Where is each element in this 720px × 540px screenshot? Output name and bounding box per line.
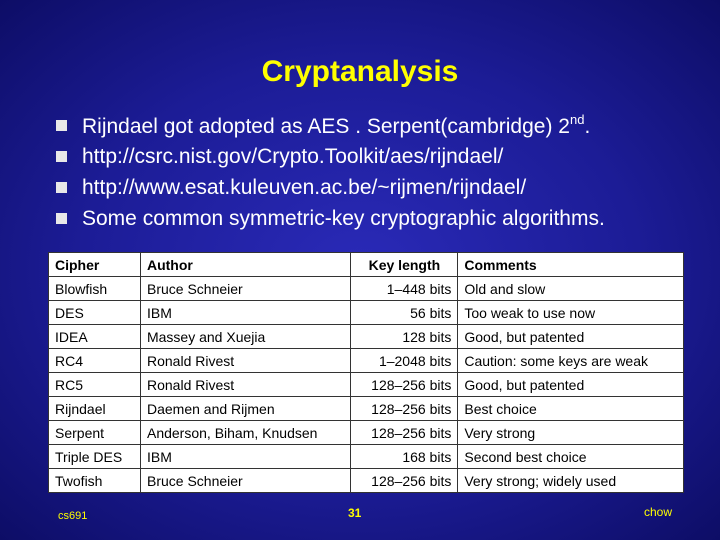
cell-comments: Best choice bbox=[458, 397, 684, 421]
table-header-row bbox=[49, 253, 684, 277]
table-row bbox=[49, 397, 684, 421]
table-row bbox=[49, 325, 684, 349]
bullet-item bbox=[56, 141, 716, 172]
table-row bbox=[49, 421, 684, 445]
table-row bbox=[49, 373, 684, 397]
cell-comments: Good, but patented bbox=[458, 325, 684, 349]
slide-title: Cryptanalysis bbox=[261, 55, 459, 88]
cell-key-length: 128–256 bits bbox=[351, 421, 458, 445]
bullet-item bbox=[56, 172, 716, 203]
bullet-text: Some common symmetric-key cryptographic algorithms. bbox=[82, 206, 605, 230]
cell-comments: Very strong; widely used bbox=[458, 469, 684, 493]
cell-cipher: Blowfish bbox=[49, 277, 141, 301]
footer-page-number: 31 bbox=[348, 506, 362, 520]
bullet-link-text: http://www.esat.kuleuven.ac.be/~rijmen/rijndael/ bbox=[82, 175, 527, 199]
cell-cipher: Serpent bbox=[49, 421, 141, 445]
cell-author: IBM bbox=[140, 445, 350, 469]
footer-author: chow bbox=[644, 505, 673, 519]
cell-key-length: 168 bits bbox=[351, 445, 458, 469]
cell-author: Ronald Rivest bbox=[140, 349, 350, 373]
column-header-cipher: Cipher bbox=[49, 253, 141, 277]
cell-author: Daemen and Rijmen bbox=[140, 397, 350, 421]
cell-cipher: Twofish bbox=[49, 469, 141, 493]
cell-cipher: Rijndael bbox=[49, 397, 141, 421]
square-bullet-icon bbox=[56, 120, 67, 131]
bullet-link-text: http://csrc.nist.gov/Crypto.Toolkit/aes/rijndael/ bbox=[82, 144, 504, 168]
square-bullet-icon bbox=[56, 182, 67, 193]
table-body bbox=[49, 277, 684, 493]
bullet-list bbox=[56, 110, 716, 234]
table-row bbox=[49, 349, 684, 373]
cell-cipher: IDEA bbox=[49, 325, 141, 349]
footer-course: cs691 bbox=[58, 510, 88, 522]
bullet-text: Rijndael got adopted as AES . Serpent(cambridge) 2nd. bbox=[82, 112, 591, 138]
column-header-comments: Comments bbox=[458, 253, 684, 277]
cell-cipher: RC4 bbox=[49, 349, 141, 373]
cipher-table bbox=[48, 252, 684, 493]
cell-comments: Too weak to use now bbox=[458, 301, 684, 325]
cell-key-length: 128–256 bits bbox=[351, 373, 458, 397]
cell-key-length: 128 bits bbox=[351, 325, 458, 349]
cell-cipher: DES bbox=[49, 301, 141, 325]
cell-author: Bruce Schneier bbox=[140, 277, 350, 301]
square-bullet-icon bbox=[56, 213, 67, 224]
cell-author: IBM bbox=[140, 301, 350, 325]
cell-author: Anderson, Biham, Knudsen bbox=[140, 421, 350, 445]
table-row bbox=[49, 469, 684, 493]
cell-comments: Caution: some keys are weak bbox=[458, 349, 684, 373]
cell-author: Massey and Xuejia bbox=[140, 325, 350, 349]
cell-author: Bruce Schneier bbox=[140, 469, 350, 493]
bullet-item bbox=[56, 110, 716, 141]
cell-comments: Old and slow bbox=[458, 277, 684, 301]
cell-key-length: 128–256 bits bbox=[351, 469, 458, 493]
cell-key-length: 1–448 bits bbox=[351, 277, 458, 301]
table-row bbox=[49, 445, 684, 469]
cell-key-length: 1–2048 bits bbox=[351, 349, 458, 373]
cell-cipher: Triple DES bbox=[49, 445, 141, 469]
cell-comments: Second best choice bbox=[458, 445, 684, 469]
bullet-item bbox=[56, 203, 716, 234]
column-header-author: Author bbox=[140, 253, 350, 277]
square-bullet-icon bbox=[56, 151, 67, 162]
table-row bbox=[49, 301, 684, 325]
cell-cipher: RC5 bbox=[49, 373, 141, 397]
table-row bbox=[49, 277, 684, 301]
cell-comments: Very strong bbox=[458, 421, 684, 445]
cell-key-length: 56 bits bbox=[351, 301, 458, 325]
cell-comments: Good, but patented bbox=[458, 373, 684, 397]
cipher-table-grid bbox=[48, 252, 684, 493]
cell-key-length: 128–256 bits bbox=[351, 397, 458, 421]
column-header-key-length: Key length bbox=[351, 253, 458, 277]
cell-author: Ronald Rivest bbox=[140, 373, 350, 397]
